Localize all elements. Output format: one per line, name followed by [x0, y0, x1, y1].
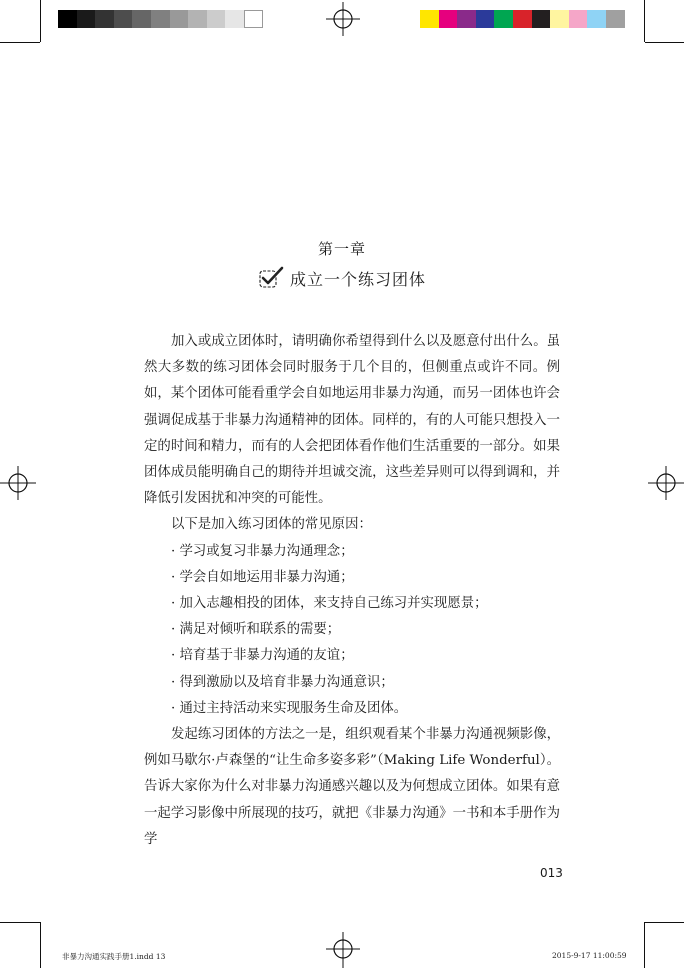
list-item: · 加入志趣相投的团体，来支持自己练习并实现愿景； [171, 596, 488, 612]
chapter-title: 成立一个练习团体 [289, 269, 426, 289]
color-swatch [494, 10, 513, 28]
crop-mark [0, 42, 40, 43]
page-number: 013 [540, 866, 563, 880]
color-swatch [550, 10, 569, 28]
chapter-label: 第一章 [317, 240, 366, 258]
color-swatch [170, 10, 189, 28]
color-swatch [95, 10, 114, 28]
list-item: · 得到激励以及培育非暴力沟通意识； [171, 674, 394, 690]
slug-timestamp: 2015-9-17 11:00:59 [552, 951, 627, 960]
color-swatch [225, 10, 244, 28]
crop-mark [644, 922, 645, 968]
chapter-title-row [0, 266, 684, 290]
color-swatch [77, 10, 96, 28]
list-item: · 学会自如地运用非暴力沟通； [171, 569, 354, 585]
color-swatch [151, 10, 170, 28]
color-swatch [606, 10, 625, 28]
color-swatch [532, 10, 551, 28]
reasons-intro: 以下是加入练习团体的常见原因： [171, 517, 372, 533]
color-swatch-strip [420, 10, 625, 28]
crop-mark [645, 922, 684, 923]
color-swatch [114, 10, 133, 28]
list-item: · 满足对倾听和联系的需要； [171, 622, 341, 638]
color-swatch [420, 10, 439, 28]
crop-mark [645, 42, 684, 43]
crop-mark [40, 922, 41, 968]
slug-filename: 非暴力沟通实践手册1.indd 13 [62, 952, 166, 961]
body-text [144, 329, 560, 853]
crop-mark [0, 922, 40, 923]
crop-mark [644, 0, 645, 42]
intro-paragraph: 加入或成立团体时，请明确你希望得到什么以及愿意付出什么。虽然大多数的练习团体会同时服务于几个目的，但侧重点或许不同。例如，某个团体可能看重学会自如地运用非暴力沟通，而另一团体也许会强调促成基于非暴力沟通精神的团体。同样的，有的人可能只想投入一定的时间和精力，而有的人会把团体看作他们生活重要的一部分。如果团体成员能明确自己的期待并坦诚交流，这些差异则可以得到调和，并降低引发困扰和冲突的可能性。 [144, 334, 560, 507]
color-swatch [207, 10, 226, 28]
registration-mark-icon [648, 466, 684, 500]
reasons-list [144, 539, 560, 722]
crop-mark [40, 0, 41, 42]
color-swatch [457, 10, 476, 28]
registration-mark-icon [326, 2, 360, 36]
color-swatch [569, 10, 588, 28]
list-item: · 培育基于非暴力沟通的友谊； [171, 648, 354, 664]
color-swatch [439, 10, 458, 28]
registration-mark-icon [0, 466, 36, 500]
color-swatch [513, 10, 532, 28]
color-swatch [132, 10, 151, 28]
closing-paragraph: 发起练习团体的方法之一是，组织观看某个非暴力沟通视频影像，例如马歇尔·卢森堡的“让生命多姿多彩”（Making Life Wonderful）。告诉大家你为什么对非暴力沟通感兴趣以及为何想成立团体。如果有意一起学习影像中所展现的技巧，就把《非暴力沟通》一书和本手册作为学 [144, 727, 560, 847]
color-swatch [58, 10, 77, 28]
list-item: · 通过主持活动来实现服务生命及团体。 [171, 700, 408, 716]
grayscale-swatch-strip [58, 10, 263, 28]
list-item: · 学习或复习非暴力沟通理念； [171, 543, 354, 559]
color-swatch [244, 10, 263, 28]
color-swatch [188, 10, 207, 28]
registration-mark-icon [326, 932, 360, 968]
color-swatch [587, 10, 606, 28]
checkbox-icon [258, 266, 284, 290]
color-swatch [476, 10, 495, 28]
